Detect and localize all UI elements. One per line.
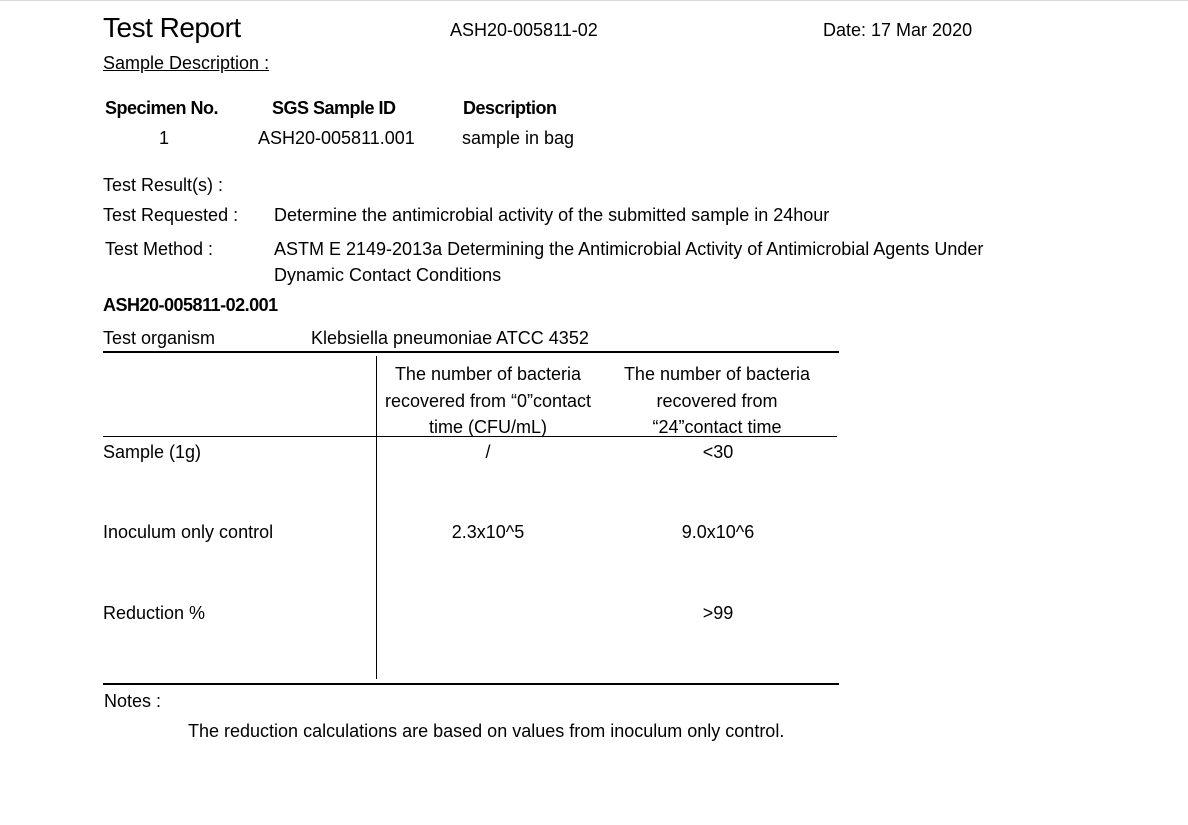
header-24-line1: The number of bacteria: [623, 364, 811, 384]
row-sample-label: Sample (1g): [103, 442, 202, 462]
notes-label: Notes :: [104, 691, 162, 711]
header-zero-line1: The number of bacteria: [394, 364, 582, 384]
row-inoculum-24: 9.0x10^6: [681, 522, 755, 542]
row-reduction-label: Reduction %: [103, 603, 206, 623]
test-method-line1: ASTM E 2149-2013a Determining the Antimicrobial Activity of Antimicrobial Agents Under: [274, 239, 984, 259]
header-zero-line2: recovered from “0”contact: [384, 390, 592, 411]
header-24-line2: recovered from: [656, 390, 778, 411]
header-zero-contact: [377, 361, 599, 441]
report-number: ASH20-005811-02: [450, 20, 598, 40]
sgs-sample-id-value: ASH20-005811.001: [258, 128, 415, 148]
col-description: Description: [463, 98, 557, 118]
col-sgs-sample-id: SGS Sample ID: [272, 98, 396, 118]
test-requested-label: Test Requested :: [103, 205, 239, 225]
table-top-rule: [103, 351, 839, 353]
test-results-label: Test Result(s) :: [103, 175, 224, 195]
row-sample-24: <30: [702, 442, 734, 462]
col-specimen-no: Specimen No.: [105, 98, 219, 118]
row-inoculum-label: Inoculum only control: [103, 522, 274, 542]
test-method-line2: Dynamic Contact Conditions: [274, 265, 502, 285]
specimen-no-value: 1: [158, 128, 169, 148]
header-zero-line3: time (CFU/mL): [429, 417, 547, 437]
report-title: Test Report: [103, 12, 241, 43]
report-date: Date: 17 Mar 2020: [823, 20, 973, 40]
notes-text: The reduction calculations are based on values from inoculum only control.: [188, 721, 785, 741]
header-twentyfour-contact: [606, 361, 828, 441]
sample-description-label: Sample Description :: [103, 53, 270, 73]
header-24-line3: “24”contact time: [652, 417, 782, 437]
test-requested-value: Determine the antimicrobial activity of the submitted sample in 24hour: [274, 205, 830, 225]
test-organism-value: Klebsiella pneumoniae ATCC 4352: [311, 328, 589, 348]
test-organism-label: Test organism: [103, 328, 216, 348]
result-sample-id: ASH20-005811-02.001: [103, 295, 278, 315]
table-bottom-rule: [103, 683, 839, 685]
row-sample-zero: /: [485, 442, 491, 462]
row-inoculum-zero: 2.3x10^5: [451, 522, 525, 542]
test-method-label: Test Method :: [105, 239, 214, 259]
row-reduction-24: >99: [702, 603, 734, 623]
top-border: [0, 0, 1188, 1]
description-value: sample in bag: [462, 128, 575, 148]
